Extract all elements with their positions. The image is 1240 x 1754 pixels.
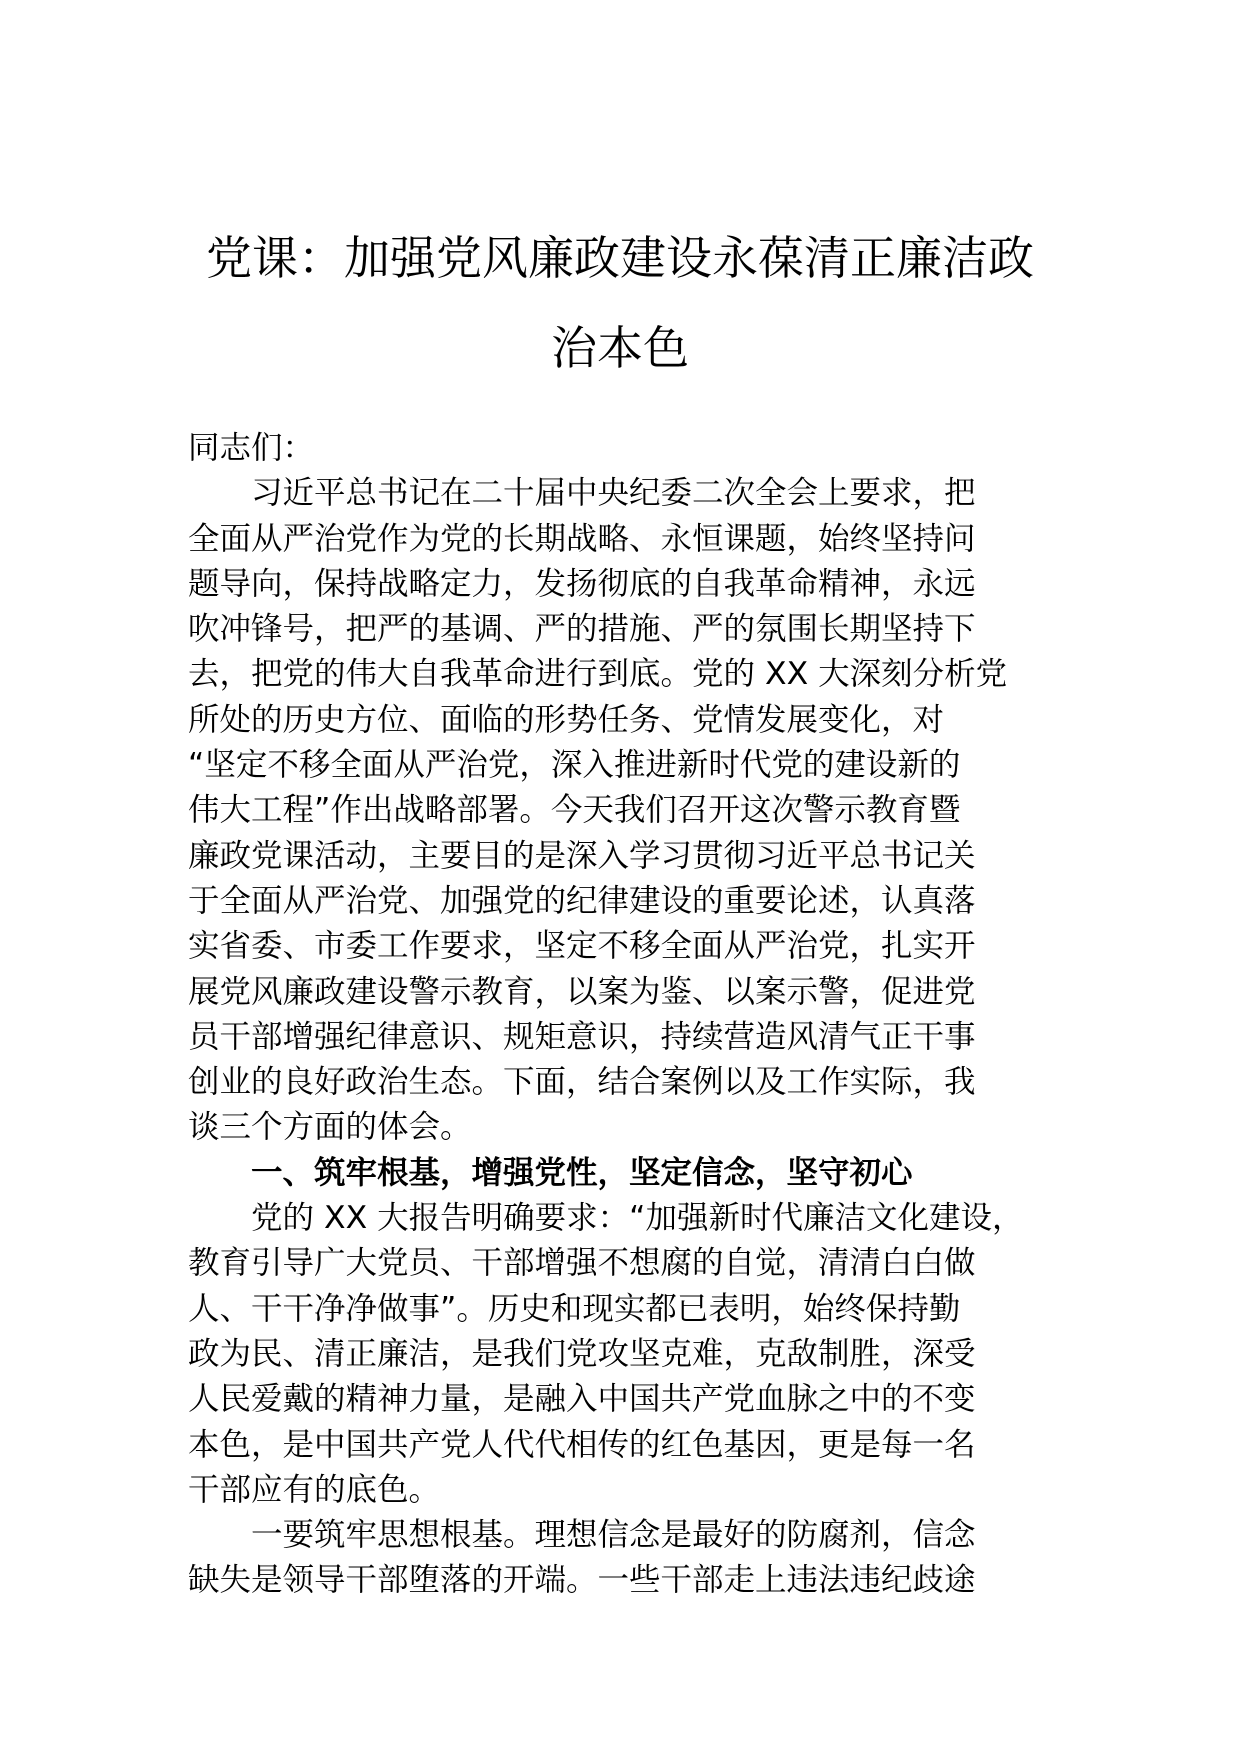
paragraph-line: 去，把党的伟大自我革命进行到底。党的 XX 大深刻分析党 [188,656,1008,693]
paragraph-line: 员干部增强纪律意识、规矩意识，持续营造风清气正干事 [188,1018,976,1055]
paragraph-line: 展党风廉政建设警示教育，以案为鉴、以案示警，促进党 [188,973,976,1010]
paragraph-line: 一要筑牢思想根基。理想信念是最好的防腐剂，信念 [251,1517,976,1554]
paragraph-line: 党的 XX 大报告明确要求：“加强新时代廉洁文化建设， [251,1200,1024,1237]
paragraph-line: 实省委、市委工作要求，坚定不移全面从严治党，扎实开 [188,928,976,965]
paragraph-line: “坚定不移全面从严治党，深入推进新时代党的建设新的 [188,747,961,784]
title-line-1: 党课：加强党风廉政建设永葆清正廉洁政 [206,231,1034,285]
document-body [188,426,1068,1604]
paragraph-line: 于全面从严治党、加强党的纪律建设的重要论述，认真落 [188,882,976,919]
paragraph-line: 伟大工程”作出战略部署。今天我们召开这次警示教育暨 [188,792,961,829]
paragraph-line: 缺失是领导干部堕落的开端。一些干部走上违法违纪歧途 [188,1562,976,1599]
paragraph-line: 吹冲锋号，把严的基调、严的措施、严的氛围长期坚持下 [188,611,976,648]
title-line-2: 治本色 [551,321,689,375]
paragraph-line: 题导向，保持战略定力，发扬彻底的自我革命精神，永远 [188,565,976,602]
document-title [150,213,1090,393]
paragraph-line: 人民爱戴的精神力量，是融入中国共产党血脉之中的不变 [188,1381,976,1418]
paragraph-line: 干部应有的底色。 [188,1471,441,1508]
paragraph-line: 廉政党课活动，主要目的是深入学习贯彻习近平总书记关 [188,837,976,874]
paragraph-line: 全面从严治党作为党的长期战略、永恒课题，始终坚持问 [188,520,976,557]
paragraph-line: 创业的良好政治生态。下面，结合案例以及工作实际，我 [188,1064,976,1101]
paragraph-line: 习近平总书记在二十届中央纪委二次全会上要求，把 [251,475,976,512]
paragraph-line: 人、干干净净做事”。历史和现实都已表明，始终保持勤 [188,1290,961,1327]
paragraph-line: 教育引导广大党员、干部增强不想腐的自觉，清清白白做 [188,1245,976,1282]
paragraph-line: 政为民、清正廉洁，是我们党攻坚克难，克敌制胜，深受 [188,1335,976,1372]
paragraph-line: 所处的历史方位、面临的形势任务、党情发展变化，对 [188,701,945,738]
section-heading: 一、筑牢根基，增强党性，坚定信念，坚守初心 [251,1154,913,1191]
paragraph-line: 谈三个方面的体会。 [188,1109,472,1146]
paragraph-line: 本色，是中国共产党人代代相传的红色基因，更是每一名 [188,1426,976,1463]
salutation: 同志们： [188,430,315,466]
